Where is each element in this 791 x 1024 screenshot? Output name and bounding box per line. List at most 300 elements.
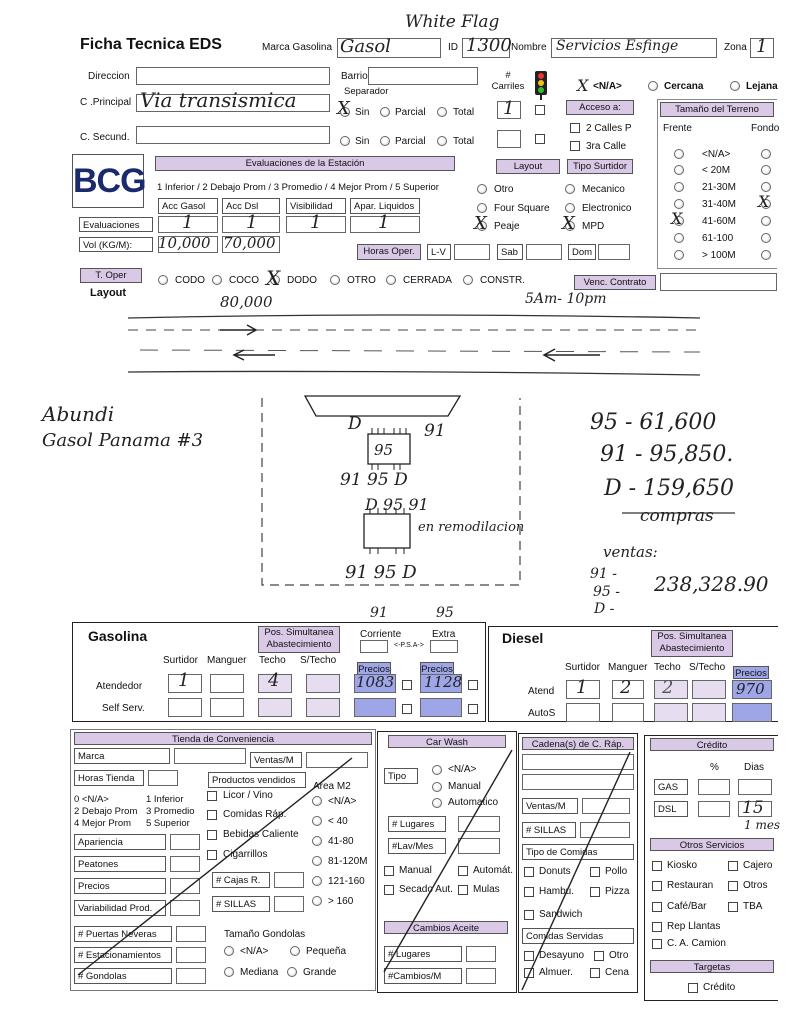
gas-self-precio-2[interactable] [420, 698, 462, 717]
tamano-mediana-radio[interactable] [224, 967, 234, 977]
c-principal-label: C .Principal [80, 97, 132, 108]
venc-contrato-field[interactable] [660, 273, 777, 291]
c-secund-label: C. Secund. [80, 132, 130, 143]
area-radio-3[interactable] [312, 856, 322, 866]
tienda-cajas-label: # Cajas R. [212, 872, 270, 888]
credito-dias: Dias [744, 762, 765, 773]
targetas-credito-label: Crédito [703, 982, 736, 993]
cadena-pollo-check[interactable] [590, 867, 600, 877]
carwash-secado-label: Secado Aut. [399, 884, 453, 895]
cadena-tipo-label: Tipo de Comidas [522, 844, 634, 860]
gasolina-psa: <-P.S.A-> [394, 642, 424, 649]
tamano-grande-radio[interactable] [287, 967, 297, 977]
x-mark-sin: X [337, 98, 350, 119]
toper-cerrada-radio[interactable] [386, 275, 396, 285]
area-radio-4[interactable] [312, 876, 322, 886]
hand-carriles: 1 [503, 98, 515, 119]
hand-eval-2: 1 [246, 212, 258, 233]
carwash-manual-check[interactable] [384, 866, 394, 876]
gas-precios-1: Precios [358, 664, 390, 675]
frente-radio-6[interactable] [674, 250, 684, 260]
surtidor-mecanico-radio[interactable] [565, 184, 575, 194]
dsl-atend-label: Atend [528, 686, 555, 697]
diesel-title: Diesel [502, 630, 544, 646]
otros-llantas-check[interactable] [652, 922, 662, 932]
hand-ventas-total: 238,328.90 [654, 572, 769, 596]
surtidor-mpd-label: MPD [582, 221, 605, 232]
horas-dom-field[interactable] [598, 244, 630, 260]
logo-text: BCG [73, 162, 146, 200]
carwash-tipo-label: Tipo [384, 768, 418, 784]
frente-radio-3[interactable] [674, 199, 684, 209]
hand-sale-95: 95 - 61,600 [590, 410, 717, 435]
separador-label: Separador [344, 86, 389, 97]
tienda-estacionamientos-label: # Estacionamientos [74, 947, 172, 963]
carwash-header: Car Wash [388, 735, 506, 748]
dsl-auto-surtidor[interactable] [566, 703, 600, 722]
tienda-marca-field[interactable] [174, 748, 246, 764]
cadena-pollo-label: Pollo [605, 866, 628, 877]
gas-self-manguer[interactable] [210, 698, 244, 717]
gas-self-check-1[interactable] [402, 704, 412, 714]
otros-tba-label: TBA [743, 901, 763, 912]
tienda-horas-label: Horas Tienda [74, 770, 144, 786]
cadena-sandwich-label: Sandwich [539, 909, 583, 920]
lejana-radio[interactable] [730, 81, 740, 91]
tienda-cajas-field[interactable] [274, 872, 304, 888]
fondo-radio-1[interactable] [761, 165, 771, 175]
carriles-field-2[interactable] [497, 130, 521, 148]
otros-restauran-label: Restauran [667, 880, 714, 891]
gas-self-precio-1[interactable] [354, 698, 396, 717]
cadena-otro-check[interactable] [594, 951, 604, 961]
x-mark-dodo: X [266, 266, 281, 290]
hand-d-top: D [348, 414, 362, 434]
gasolina-title: Gasolina [88, 628, 148, 644]
prod-cigarrillos-check[interactable] [207, 850, 217, 860]
horas-lv-field[interactable] [454, 244, 490, 260]
tienda-precios-field[interactable] [170, 878, 200, 894]
hand-remodelacion: en remodilacion [418, 520, 525, 535]
barrio-label: Barrio [341, 71, 368, 82]
fondo-radio-0[interactable] [761, 149, 771, 159]
gas-att-check-2[interactable] [468, 680, 478, 690]
parcial-radio-1[interactable] [380, 107, 390, 117]
frente-radio-2[interactable] [674, 182, 684, 192]
carriles-check-1[interactable] [535, 105, 545, 115]
cadena-name-field-2[interactable] [522, 774, 634, 790]
parcial-label-1: Parcial [395, 107, 426, 118]
prod-bebidas-label: Bebidas Caliente [223, 829, 299, 840]
cadena-almuer-label: Almuer. [539, 967, 573, 978]
col-acc-dsl: Acc Dsl [222, 198, 280, 214]
hand-compras: compras [640, 506, 714, 526]
cadena-hambu-check[interactable] [524, 887, 534, 897]
cadena-pizza-check[interactable] [590, 887, 600, 897]
direccion-label: Direccion [88, 71, 130, 82]
hand-eval-3: 1 [310, 212, 322, 233]
fondo-radio-6[interactable] [761, 250, 771, 260]
area-radio-1[interactable] [312, 816, 322, 826]
credito-gas-dias[interactable] [738, 779, 772, 795]
prod-licor-check[interactable] [207, 791, 217, 801]
dsl-auto-stecho[interactable] [692, 703, 726, 722]
toper-coco-radio[interactable] [212, 275, 222, 285]
area-option-label: < 40 [328, 816, 348, 827]
evaluaciones-scale: 1 Inferior / 2 Debajo Prom / 3 Promedio / 4 Mejor Prom / 5 Superior [157, 182, 439, 193]
cadena-sandwich-check[interactable] [524, 910, 534, 920]
horas-sab-field[interactable] [526, 244, 562, 260]
area-radio-2[interactable] [312, 836, 322, 846]
hand-id: 1300 [466, 35, 512, 56]
proximity-lejana: Lejana [746, 81, 778, 92]
total-radio-1[interactable] [437, 107, 447, 117]
otros-camion-label: C. A. Camion [667, 938, 726, 949]
sin-radio-2[interactable] [340, 136, 350, 146]
proximity-na: <N/A> [593, 81, 622, 92]
toper-codo-label: CODO [175, 275, 205, 286]
area-option-label: <N/A> [328, 796, 357, 807]
cadena-desayuno-label: Desayuno [539, 950, 585, 961]
cadena-donuts-check[interactable] [524, 867, 534, 877]
tienda-gondolas-label: # Gondolas [74, 968, 172, 984]
cadena-pizza-label: Pizza [605, 886, 630, 897]
tienda-variabilidad-field[interactable] [170, 900, 200, 916]
gas-att-stecho[interactable] [306, 674, 340, 693]
otros-otros-check[interactable] [728, 881, 738, 891]
toper-label: T. Oper [80, 268, 142, 283]
cambios-cambios-label: #Cambios/M [384, 968, 462, 984]
col-apar-liquidos: Apar. Liquidos [350, 198, 420, 214]
tienda-row-peatones: Peatones [74, 856, 166, 872]
hand-row3: 91 95 D [345, 562, 417, 583]
x-mark-frente: X [671, 209, 683, 228]
frente-radio-1[interactable] [674, 165, 684, 175]
barrio-field[interactable] [368, 67, 478, 85]
targetas-credito-check[interactable] [688, 983, 698, 993]
hand-marca: Gasol [340, 36, 391, 57]
toper-otro-label: OTRO [347, 275, 376, 286]
tienda-neveras-field[interactable] [176, 926, 206, 942]
cadena-cena-check[interactable] [590, 968, 600, 978]
proximity-cercana: Cercana [664, 81, 704, 92]
terreno-header: Tamaño del Terreno [660, 102, 774, 117]
hand-gas-surtidor: 1 [178, 670, 190, 691]
terreno-option-label: < 20M [702, 165, 731, 176]
gas-col-manguer: Manguer [207, 655, 247, 666]
cadena-name-field-1[interactable] [522, 754, 634, 770]
tienda-sillas-label: # SILLAS [212, 896, 270, 912]
tienda-peatones-field[interactable] [170, 856, 200, 872]
tamano-pequena-radio[interactable] [290, 946, 300, 956]
carwash-mulas-label: Mulas [473, 884, 500, 895]
gas-att-check-1[interactable] [402, 680, 412, 690]
otros-cajero-label: Cajero [743, 860, 773, 871]
hand-ventas-91: 91 - [590, 566, 617, 582]
direccion-field[interactable] [136, 67, 330, 85]
carwash-automat-check[interactable] [458, 866, 468, 876]
hand-c-principal: Via transismica [140, 88, 297, 112]
area-radio-5[interactable] [312, 896, 322, 906]
horas-sab-label: Sab [497, 244, 523, 260]
tienda-neveras-label: # Puertas Neveras [74, 926, 172, 942]
fondo-radio-5[interactable] [761, 233, 771, 243]
toper-otro-radio[interactable] [330, 275, 340, 285]
surtidor-electronico-label: Electronico [582, 203, 632, 214]
marca-label: Marca Gasolina [262, 42, 333, 53]
layout-otro-radio[interactable] [477, 184, 487, 194]
frente-radio-0[interactable] [674, 149, 684, 159]
prod-cigarrillos-label: Cigarrillos [223, 849, 268, 860]
cambios-lugares-label: # Lugares [384, 946, 462, 962]
hand-ventas-d: D - [594, 601, 615, 617]
area-option-label: 81-120M [328, 856, 368, 867]
gas-att-manguer[interactable] [210, 674, 244, 693]
carwash-auto-radio[interactable] [432, 798, 442, 808]
carwash-lavmes-field[interactable] [458, 838, 500, 854]
tienda-estacionamientos-field[interactable] [176, 947, 206, 963]
hand-zona: 1 [756, 36, 768, 57]
fondo-radio-4[interactable] [761, 216, 771, 226]
hand-91-top: 91 [424, 421, 446, 441]
toper-constr-radio[interactable] [463, 275, 473, 285]
tienda-ventas-field[interactable] [306, 752, 368, 768]
layout-otro-label: Otro [494, 184, 514, 195]
nombre-label: Nombre [511, 42, 547, 53]
tienda-apariencia-field[interactable] [170, 834, 200, 850]
frente-radio-5[interactable] [674, 233, 684, 243]
dsl-autos-label: AutoS [528, 708, 556, 719]
cadena-ventas-label: Ventas/M [522, 798, 578, 814]
cambios-cambios-field[interactable] [466, 968, 496, 984]
otros-camion-check[interactable] [652, 939, 662, 949]
frente-label: Frente [663, 123, 692, 134]
c-secund-field[interactable] [136, 126, 330, 144]
sin-label-2: Sin [355, 136, 370, 147]
layout-four-radio[interactable] [477, 203, 487, 213]
dsl-col-techo: Techo [654, 662, 681, 673]
gas-atendedor-label: Atendedor [96, 681, 143, 692]
carwash-lavmes-label: #Lav/Mes [388, 838, 446, 854]
dsl-col-stecho: S/Techo [689, 662, 726, 673]
cadena-servidas-label: Comidas Servidas [522, 928, 634, 944]
total-label-2: Total [453, 136, 475, 147]
cadena-header: Cadena(s) de C. Ráp. [522, 737, 634, 750]
total-label-1: Total [453, 107, 475, 118]
gas-self-stecho[interactable] [306, 698, 340, 717]
otros-kiosko-check[interactable] [652, 861, 662, 871]
tienda-area-label: Area M2 [313, 781, 351, 792]
tamano-mediana-label: Mediana [240, 967, 279, 978]
acceso-3ra-check[interactable] [570, 141, 580, 151]
cadena-hambu-label: Hambu. [539, 886, 575, 897]
hand-sale-d: D - 159,650 [604, 476, 735, 501]
horas-oper-label: Horas Oper. [357, 244, 421, 260]
tienda-tamano-label: Tamaño Gondolas [224, 929, 306, 940]
acceso-header: Acceso a: [566, 100, 634, 115]
otros-header: Otros Servicios [650, 838, 774, 851]
tienda-gondolas-field[interactable] [176, 968, 206, 984]
surtidor-electronico-radio[interactable] [565, 203, 575, 213]
toper-coco-label: COCO [229, 275, 259, 286]
hand-gasol-panama: Gasol Panama #3 [42, 430, 204, 451]
gas-col-stecho: S/Techo [300, 655, 337, 666]
carwash-lugares-label: # Lugares [388, 816, 446, 832]
x-mark-peaje: X [474, 213, 487, 234]
hand-dsl-1: 1 [576, 677, 588, 698]
dsl-att-stecho[interactable] [692, 680, 726, 699]
total-radio-2[interactable] [437, 136, 447, 146]
acceso-3ra-label: 3ra Calle [586, 141, 627, 152]
diesel-pos-sim: Pos. Simultanea Abastecimiento [651, 630, 733, 657]
area-radio-0[interactable] [312, 796, 322, 806]
tienda-productos-label: Productos vendidos [208, 772, 306, 788]
gasolina-corriente-field[interactable] [360, 640, 388, 653]
carwash-manual-radio[interactable] [432, 782, 442, 792]
hand-vol-2: 70,000 [223, 234, 276, 252]
toper-codo-radio[interactable] [158, 275, 168, 285]
carwash-automat-chk-label: Automát. [473, 865, 514, 876]
otros-llantas-label: Rep Llantas [667, 921, 721, 932]
gas-precios-2: Precios [421, 664, 453, 675]
cadena-ventas-field[interactable] [582, 798, 630, 814]
toper-dodo-label: DODO [287, 275, 317, 286]
toper-cerrada-label: CERRADA [403, 275, 452, 286]
acceso-2calles-check[interactable] [570, 123, 580, 133]
prod-bebidas-check[interactable] [207, 830, 217, 840]
hand-sale-91: 91 - 95,850. [600, 442, 734, 467]
hand-vol-1: 10,000 [158, 234, 211, 252]
gasolina-corriente: Corriente [360, 629, 402, 640]
cadena-almuer-check[interactable] [524, 968, 534, 978]
prod-comidas-label: Comidas Ráp. [223, 809, 287, 820]
carwash-manual-chk-label: Manual [399, 865, 432, 876]
otros-tba-check[interactable] [728, 902, 738, 912]
otros-kiosko-label: Kiosko [667, 860, 698, 871]
credito-dsl-pct[interactable] [698, 801, 730, 817]
area-option-label: 121-160 [328, 876, 365, 887]
fondo-label: Fondo [751, 123, 780, 134]
dsl-auto-precio[interactable] [732, 703, 772, 722]
credito-gas-label: GAS [654, 779, 688, 795]
page-title: Ficha Tecnica EDS [80, 36, 222, 53]
gas-col-techo: Techo [259, 655, 286, 666]
row-vol: Vol (KG/M): [79, 237, 153, 252]
hand-dsl-3: 2 [662, 677, 674, 698]
gasolina-extra: Extra [432, 629, 456, 640]
gasolina-extra-field[interactable] [430, 640, 458, 653]
carwash-na-label: <N/A> [448, 764, 477, 775]
dsl-auto-techo[interactable] [654, 703, 688, 722]
cercana-radio[interactable] [648, 81, 658, 91]
cadena-desayuno-check[interactable] [524, 951, 534, 961]
otros-cafe-check[interactable] [652, 902, 662, 912]
gas-self-techo[interactable] [258, 698, 292, 717]
hand-row1: 91 95 D [340, 470, 408, 490]
terreno-option-label: 21-30M [702, 182, 736, 193]
hand-ventas: ventas: [603, 543, 658, 561]
carwash-auto-label: Automatico [448, 797, 499, 808]
terreno-option-label: > 100M [702, 250, 736, 261]
hand-abundi: Abundi [42, 402, 115, 426]
cadena-donuts-label: Donuts [539, 866, 571, 877]
carwash-mulas-check[interactable] [458, 885, 468, 895]
dsl-precios: Precios [733, 666, 769, 679]
tamano-na-label: <N/A> [240, 946, 269, 957]
carwash-secado-check[interactable] [384, 885, 394, 895]
hand-dsl-price: 970 [736, 680, 765, 698]
hand-dsl-2: 2 [620, 677, 632, 698]
parcial-radio-2[interactable] [380, 136, 390, 146]
layout-title: Layout [90, 287, 127, 299]
surtidor-mecanico-label: Mecanico [582, 184, 625, 195]
tienda-sillas-field[interactable] [274, 896, 304, 912]
prod-comidas-check[interactable] [207, 810, 217, 820]
cambios-lugares-field[interactable] [466, 946, 496, 962]
col-acc-gasol: Acc Gasol [158, 198, 218, 214]
carwash-manual-label: Manual [448, 781, 481, 792]
gas-self-surtidor[interactable] [168, 698, 202, 717]
credito-dsl-label: DSL [654, 801, 688, 817]
carwash-na-radio[interactable] [432, 765, 442, 775]
gas-col-surtidor: Surtidor [163, 655, 199, 666]
terreno-option-label: <N/A> [702, 149, 731, 160]
surtidor-header: Tipo Surtidor [567, 159, 633, 174]
dsl-auto-manguer[interactable] [612, 703, 644, 722]
evaluaciones-header: Evaluaciones de la Estación [155, 156, 455, 171]
layout-header: Layout [496, 159, 560, 174]
tienda-ventas-label: Ventas/M [250, 752, 302, 768]
acceso-2calles-label: 2 Calles P [586, 123, 632, 134]
credito-gas-pct[interactable] [698, 779, 730, 795]
traffic-light-icon [532, 70, 550, 100]
dsl-col-manguer: Manguer [608, 662, 648, 673]
horas-dom-label: Dom [568, 244, 596, 260]
hand-gas-91: 91 [370, 605, 388, 621]
credito-header: Crédito [650, 738, 774, 751]
otros-restauran-check[interactable] [652, 881, 662, 891]
id-label: ID [448, 42, 458, 53]
credito-pct: % [710, 762, 719, 773]
tienda-scale-0: 0 <N/A> [74, 794, 109, 805]
carwash-lugares-field[interactable] [458, 816, 500, 832]
fondo-radio-2[interactable] [761, 182, 771, 192]
layout-peaje-label: Peaje [494, 221, 520, 232]
cadena-otro-label: Otro [609, 950, 629, 961]
venc-contrato-label: Venc. Contrato [574, 275, 656, 290]
tamano-na-radio[interactable] [224, 946, 234, 956]
hand-nombre: Servicios Esfinge [556, 38, 679, 54]
cambios-header: Cambios Aceite [384, 921, 508, 934]
hand-gas-p2: 1128 [424, 673, 463, 691]
dsl-col-surtidor: Surtidor [565, 662, 601, 673]
tienda-horas-field[interactable] [148, 770, 178, 786]
gas-self-check-2[interactable] [468, 704, 478, 714]
hand-80000: 80,000 [220, 293, 273, 311]
tienda-scale-1: 1 Inferior [146, 794, 184, 805]
row-evaluaciones: Evaluaciones [79, 217, 153, 232]
tienda-row-apariencia: Apariencia [74, 834, 166, 850]
x-mark-mpd: X [562, 213, 575, 234]
cadena-sillas-field[interactable] [580, 822, 630, 838]
hand-gas-techo: 4 [268, 670, 280, 691]
targetas-header: Targetas [650, 960, 774, 973]
carriles-check-2[interactable] [535, 134, 545, 144]
terreno-option-label: 41-60M [702, 216, 736, 227]
area-option-label: 41-80 [328, 836, 354, 847]
sin-label-1: Sin [355, 107, 370, 118]
otros-cajero-check[interactable] [728, 861, 738, 871]
